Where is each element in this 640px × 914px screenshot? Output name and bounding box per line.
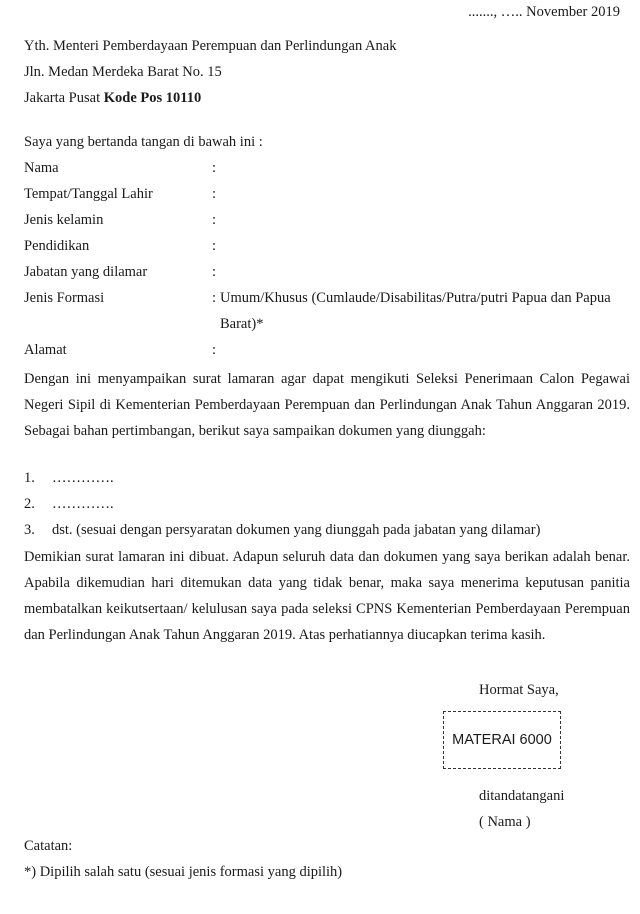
document-list-number: 2. xyxy=(24,496,35,512)
signature-name: ( Nama ) xyxy=(479,814,531,830)
document-list-item: …………. xyxy=(52,470,114,486)
recipient-postal-code: Kode Pos 10110 xyxy=(103,90,202,106)
letter-date: ......., ….. November 2019 xyxy=(468,4,620,20)
body-paragraph: Dengan ini menyampaikan surat lamaran agar dapat mengikuti Seleksi Penerimaan Calon Pegawai Negeri Sipil di Kementerian Pemberdayaan Perempuan dan Perlindungan Anak Tahun Anggaran 2019. Sebagai bahan pertimbangan, berikut saya sampaikan dokumen yang diunggah: xyxy=(24,371,630,439)
materai-stamp-box xyxy=(443,711,561,769)
intro-text: Saya yang bertanda tangan di bawah ini : xyxy=(24,134,263,150)
document-list-number: 3. xyxy=(24,522,35,538)
field-value-continued: Barat)* xyxy=(220,316,264,332)
notes-text: *) Dipilih salah satu (sesuai jenis formasi yang dipilih) xyxy=(24,864,343,880)
field-colon: : xyxy=(212,342,217,358)
field-label: Tempat/Tanggal Lahir xyxy=(24,186,153,202)
field-colon: : xyxy=(212,212,217,228)
field-colon: : xyxy=(212,290,217,306)
field-colon: : xyxy=(212,238,217,254)
field-colon: : xyxy=(212,160,217,176)
recipient-city: Jakarta Pusat xyxy=(24,90,101,106)
field-label: Jabatan yang dilamar xyxy=(24,264,148,280)
recipient-line-1: Yth. Menteri Pemberdayaan Perempuan dan Perlindungan Anak xyxy=(24,38,397,54)
field-label: Pendidikan xyxy=(24,238,90,254)
field-label: Jenis Formasi xyxy=(24,290,105,306)
recipient-line-3 xyxy=(24,90,201,107)
document-list-item: dst. (sesuai dengan persyaratan dokumen yang diunggah pada jabatan yang dilamar) xyxy=(52,522,541,538)
notes-title: Catatan: xyxy=(24,838,73,854)
signature-greeting: Hormat Saya, xyxy=(479,682,559,698)
closing-paragraph: Demikian surat lamaran ini dibuat. Adapun seluruh data dan dokumen yang saya berikan adalah benar. Apabila dikemudian hari ditemukan data yang tidak benar, maka saya menerima keputusan panitia membatalkan keikutsertaan/ kelulusan saya pada seleksi CPNS Kementerian Pemberdayaan Perempuan dan Perlindungan Anak Tahun Anggaran 2019. Atas perhatiannya diucapkan terima kasih. xyxy=(24,549,630,643)
document-list-number: 1. xyxy=(24,470,35,486)
document-list-item: …………. xyxy=(52,496,114,512)
field-label: Alamat xyxy=(24,342,67,358)
field-label: Jenis kelamin xyxy=(24,212,104,228)
signature-signed: ditandatangani xyxy=(479,788,565,804)
field-label: Nama xyxy=(24,160,59,176)
recipient-line-2: Jln. Medan Merdeka Barat No. 15 xyxy=(24,64,222,80)
stamp-label: MATERAI 6000 xyxy=(452,732,552,748)
field-value: Umum/Khusus (Cumlaude/Disabilitas/Putra/putri Papua dan Papua xyxy=(220,290,611,306)
field-colon: : xyxy=(212,264,217,280)
field-colon: : xyxy=(212,186,217,202)
